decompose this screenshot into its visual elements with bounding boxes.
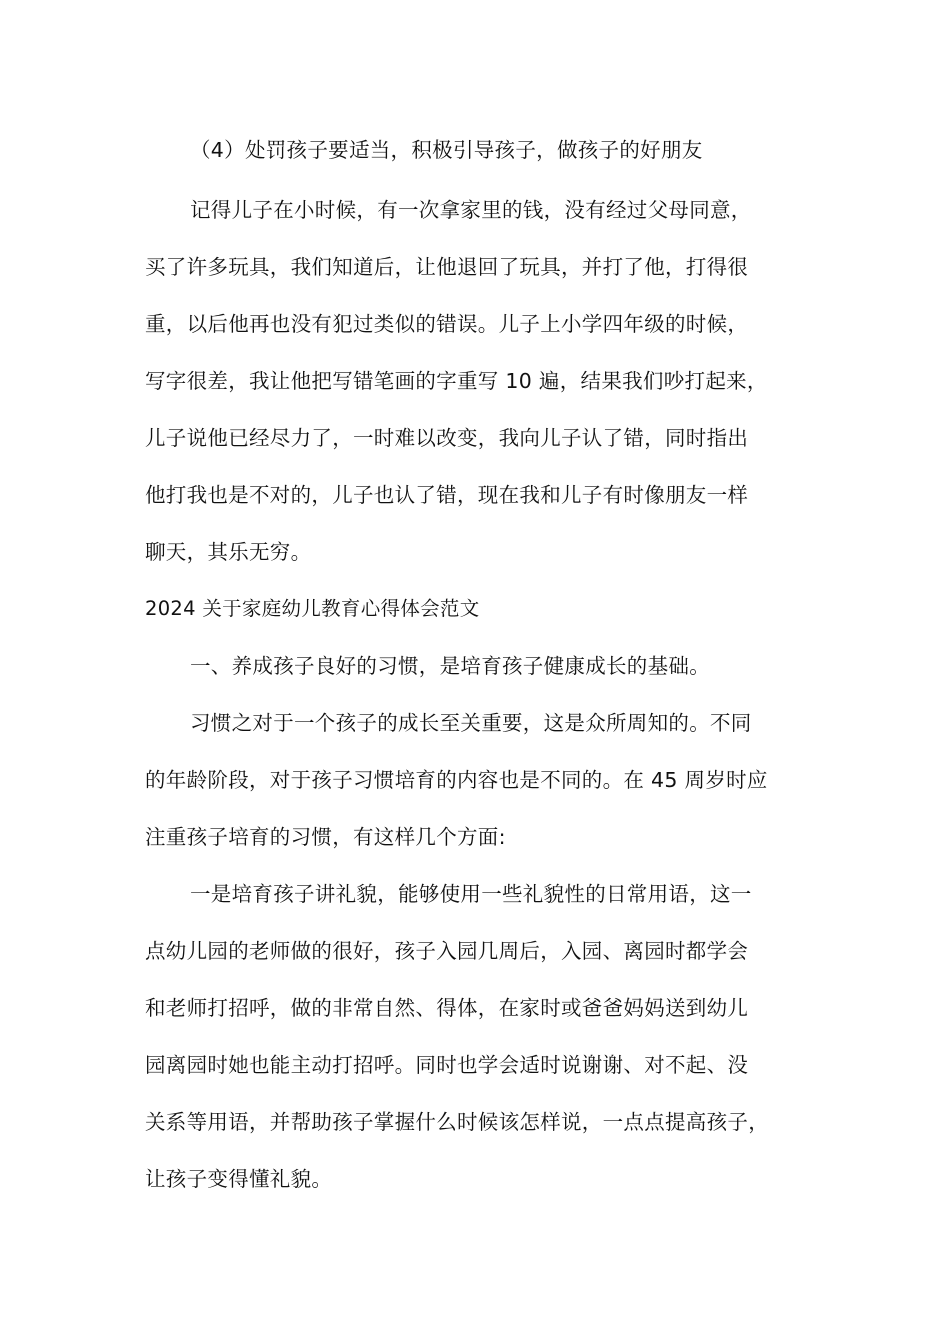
section-point-heading: （4）处罚孩子要适当，积极引导孩子，做孩子的好朋友	[190, 138, 703, 162]
paragraph-3-line-3: 和老师打招呼，做的非常自然、得体，在家时或爸爸妈妈送到幼儿	[145, 996, 749, 1020]
paragraph-2-line-3: 注重孩子培育的习惯，有这样几个方面:	[145, 825, 506, 849]
subheading-1: 一、养成孩子良好的习惯，是培育孩子健康成长的基础。	[190, 654, 710, 678]
paragraph-1-line-2: 买了许多玩具，我们知道后，让他退回了玩具，并打了他，打得很	[145, 255, 749, 279]
paragraph-1-line-7: 聊天，其乐无穷。	[145, 540, 312, 564]
article-title: 2024 关于家庭幼儿教育心得体会范文	[145, 597, 480, 620]
paragraph-3-line-4: 园离园时她也能主动打招呼。同时也学会适时说谢谢、对不起、没	[145, 1053, 749, 1077]
paragraph-3-line-5: 关系等用语，并帮助孩子掌握什么时候该怎样说，一点点提高孩子，	[145, 1110, 769, 1134]
paragraph-1-line-1: 记得儿子在小时候，有一次拿家里的钱，没有经过父母同意，	[190, 198, 752, 222]
paragraph-3-line-1: 一是培育孩子讲礼貌，能够使用一些礼貌性的日常用语，这一	[190, 882, 752, 906]
paragraph-1-line-6: 他打我也是不对的，儿子也认了错，现在我和儿子有时像朋友一样	[145, 483, 749, 507]
paragraph-1-line-5: 儿子说他已经尽力了，一时难以改变，我向儿子认了错，同时指出	[145, 426, 749, 450]
paragraph-1-line-4: 写字很差，我让他把写错笔画的字重写 10 遍，结果我们吵打起来，	[145, 369, 768, 393]
paragraph-2-line-2: 的年龄阶段，对于孩子习惯培育的内容也是不同的。在 45 周岁时应	[145, 768, 768, 792]
paragraph-2-line-1: 习惯之对于一个孩子的成长至关重要，这是众所周知的。不同	[190, 711, 752, 735]
paragraph-1-line-3: 重，以后他再也没有犯过类似的错误。儿子上小学四年级的时候，	[145, 312, 749, 336]
paragraph-3-line-2: 点幼儿园的老师做的很好，孩子入园几周后，入园、离园时都学会	[145, 939, 749, 963]
paragraph-3-line-6: 让孩子变得懂礼貌。	[145, 1167, 333, 1191]
